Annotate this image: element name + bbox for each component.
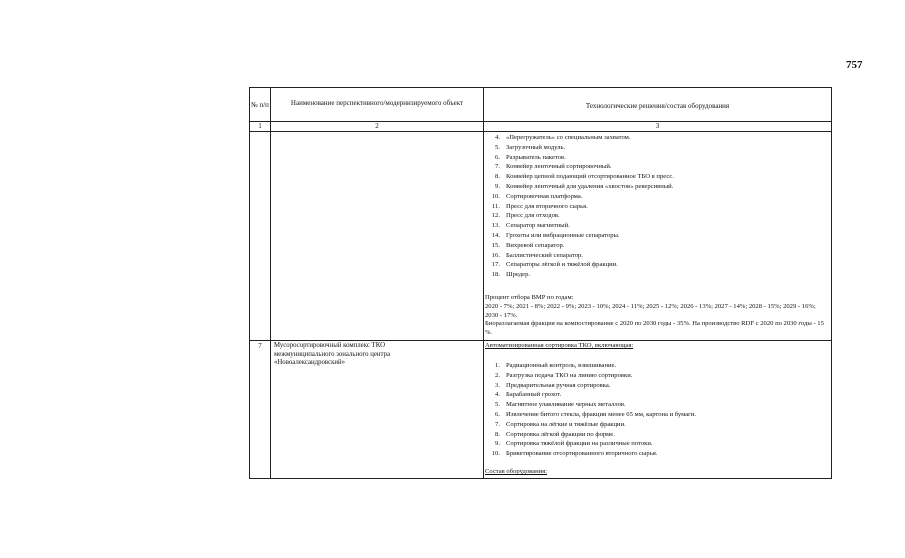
- list-item: 9. Сортировка тяжёлой фракции на различные потоки.: [495, 440, 653, 448]
- header-name: Наименование перспективного/модернизируемого объект: [290, 99, 464, 107]
- equipment-list: [486, 133, 674, 280]
- list-item: 8. Сортировка лёгкой фракции по форме.: [495, 430, 615, 438]
- list-item: 13. Сепаратор магнитный.: [491, 222, 570, 230]
- list-item: 10. Сортировочная платформа.: [491, 192, 583, 200]
- list-item: 11. Пресс для вторичного сырья.: [492, 202, 588, 210]
- list-item: 15. Вихревой сепаратор.: [491, 241, 565, 249]
- list-item: 16. Баллистический сепаратор.: [491, 251, 583, 259]
- list-item: 2. Разгрузка подача ТКО на линию сортировки.: [495, 371, 633, 379]
- vmr-percentages: 2020 - 7%; 2021 - 8%; 2022 - 9%; 2023 - 10%; 2024 - 11%; 2025 - 12%; 2026 - 13%; 2027 - 14%; 2028 - 15%; 2029 - 16%; 2030 - 17%.: [485, 303, 816, 319]
- list-item: 9. Конвейер ленточный для удаления «хвостов» реверсивный.: [495, 182, 674, 190]
- object-name: Мусоросортировочный комплекс ТКО межмуниципального зонального центра «Новоалександровский»: [274, 342, 390, 367]
- auto-sorting-heading: Автоматизированная сортировка ТКО, включающая:: [485, 342, 634, 349]
- biodegradable-note: Биоразлагаемая фракция на компостирование с 2020 по 2030 годы - 35%. На производство RDF с 2020 по 2030 годы - 15 %.: [485, 320, 824, 336]
- page-number: 757: [846, 59, 863, 71]
- list-item: 10. Брикетирование отсортированного вторичного сырья.: [491, 450, 658, 458]
- list-item: 5. Магнитное улавливание черных металлов.: [495, 401, 626, 409]
- column-number-3: 3: [655, 122, 660, 130]
- column-divider: [483, 88, 484, 478]
- list-item: 8. Конвейер цепной подающий отсортированное ТБО в пресс.: [495, 173, 674, 181]
- row-number: 7: [258, 342, 262, 350]
- list-item: 14. Грохоты или вибрационные сепараторы.: [491, 231, 620, 239]
- column-number-2: 2: [375, 122, 379, 130]
- sorting-steps-list: [486, 361, 696, 459]
- list-item: 17. Сепараторы лёгкой и тяжёлой фракции.: [491, 261, 618, 269]
- list-item: 12. Пресс для отходов.: [491, 212, 560, 220]
- equipment-heading: Состав оборудования:: [485, 468, 548, 475]
- column-number-1: 1: [258, 122, 262, 130]
- list-item: 6. Разрыватель пакетов.: [495, 153, 566, 161]
- list-item: 4. Барабанный грохот.: [495, 391, 562, 399]
- row-divider: [250, 340, 831, 341]
- list-item: 6. Извлечение битого стекла, фракции менее 65 мм, картона и бумаги.: [495, 410, 697, 418]
- header-num: № п/п: [251, 100, 269, 109]
- technology-table: [249, 87, 832, 479]
- header-solutions: Технологические решения/состав оборудования: [585, 102, 730, 110]
- list-item: 7. Сортировка на лёгкие и тяжёлые фракции.: [495, 420, 626, 428]
- list-item: 18. Шредер.: [491, 271, 531, 279]
- column-number-divider: [250, 131, 831, 132]
- list-item: 7. Конвейер ленточный сортировочный.: [495, 163, 612, 171]
- column-divider: [270, 88, 271, 478]
- list-item: 5. Загрузочный модуль.: [495, 143, 566, 151]
- list-item: 4. «Перегружатель» со специальным захватом.: [495, 134, 631, 141]
- list-item: 1. Радиационный контроль, взвешивание.: [495, 362, 617, 369]
- vmr-heading: Процент отбора ВМР по годам:: [485, 294, 574, 301]
- list-item: 3. Предварительная ручная сортировка.: [495, 381, 611, 389]
